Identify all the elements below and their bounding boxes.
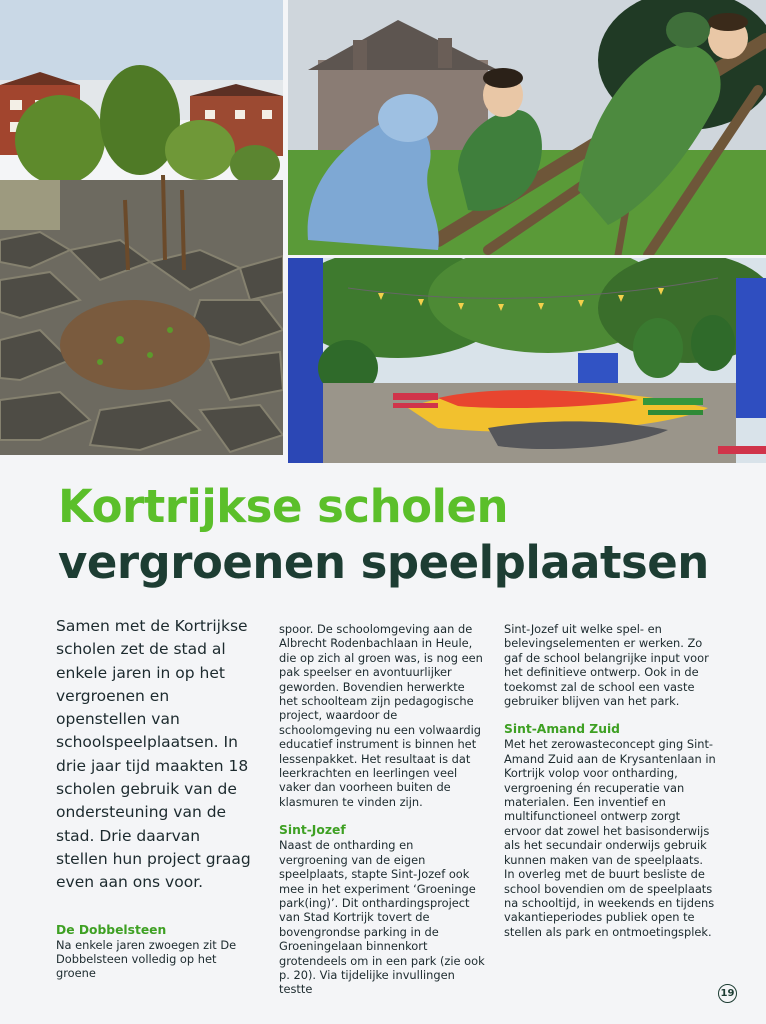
article-column-2 [279,622,485,997]
subheading-sint-amand-zuid: Sint-Amand Zuid [504,722,620,737]
sint-jozef-text-part-2: Sint-Jozef uit welke spel- en belevingselementen er werken. Zo gaf de school belangrijke input voor het definitieve ontwerp. Ook in de toekomst zal de school een vaste gebruiker blijven van het park. [504,622,709,709]
photo-playground-colorful [288,258,766,463]
headline-line-1: Kortrijkse scholen [58,480,509,533]
headline-line-2: vergroenen speelplaatsen [58,536,709,589]
photo-garden-broken-pavement [0,0,283,455]
article-column-3 [504,622,716,939]
article-column-1 [56,615,256,981]
photo-children-climbing [288,0,766,255]
subheading-sint-jozef: Sint-Jozef [279,823,346,838]
sint-amand-text: Met het zerowasteconcept ging Sint-Amand Zuid aan de Krysantenlaan in Kortrijk volop voor ontharding, vergroening én recuperatie van materialen. Een inventief en multifunctioneel ontwerp zorgt ervoor dat zowel het basisonderwijs als het secundair onderwijs gebruik kunnen maken van de speelplaats. In overleg met de buurt besliste de school bovendien om de speelplaats na schooltijd, in weekends en tijdens vakantieperiodes publiek open te stellen als park en ontmoetingsplek. [504,737,716,939]
dobbelsteen-text-part-1: Na enkele jaren zwoegen zit De Dobbelsteen volledig op het groene [56,937,237,981]
page-number: 19 [718,984,737,1003]
intro-paragraph: Samen met de Kortrijkse scholen zet de stad al enkele jaren in op het vergroenen en openstellen van schoolspeelplaatsen. In drie jaar tijd maakten 18 scholen gebruik van de ondersteuning van de stad. Drie daarvan stellen hun project graag even aan ons voor. [56,617,251,892]
sint-jozef-text-part-1: Naast de ontharding en vergroening van de eigen speelplaats, stapte Sint-Jozef ook mee in het experiment ‘Groeninge park(ing)’. Dit onthardingsproject van Stad Kortrijk tovert de bovengrondse parking in de Groeningelaan binnenkort grotendeels om in een park (zie ook p. 20). Via tijdelijke invullingen testte [279,838,485,997]
dobbelsteen-text-part-2: spoor. De schoolomgeving aan de Albrecht Rodenbachlaan in Heule, die op zich al groen was, is nog een pak speelser en avontuurlijker geworden. Bovendien herwerkte het schoolteam zijn pedagogische project, waardoor de schoolomgeving nu een volwaardig educatief instrument is binnen het lessenpakket. Het resultaat is dat leerkrachten en leerlingen veel vaker dan voorheen buiten de klasmuren te vinden zijn. [279,622,483,809]
subheading-dobbelsteen: De Dobbelsteen [56,922,167,937]
